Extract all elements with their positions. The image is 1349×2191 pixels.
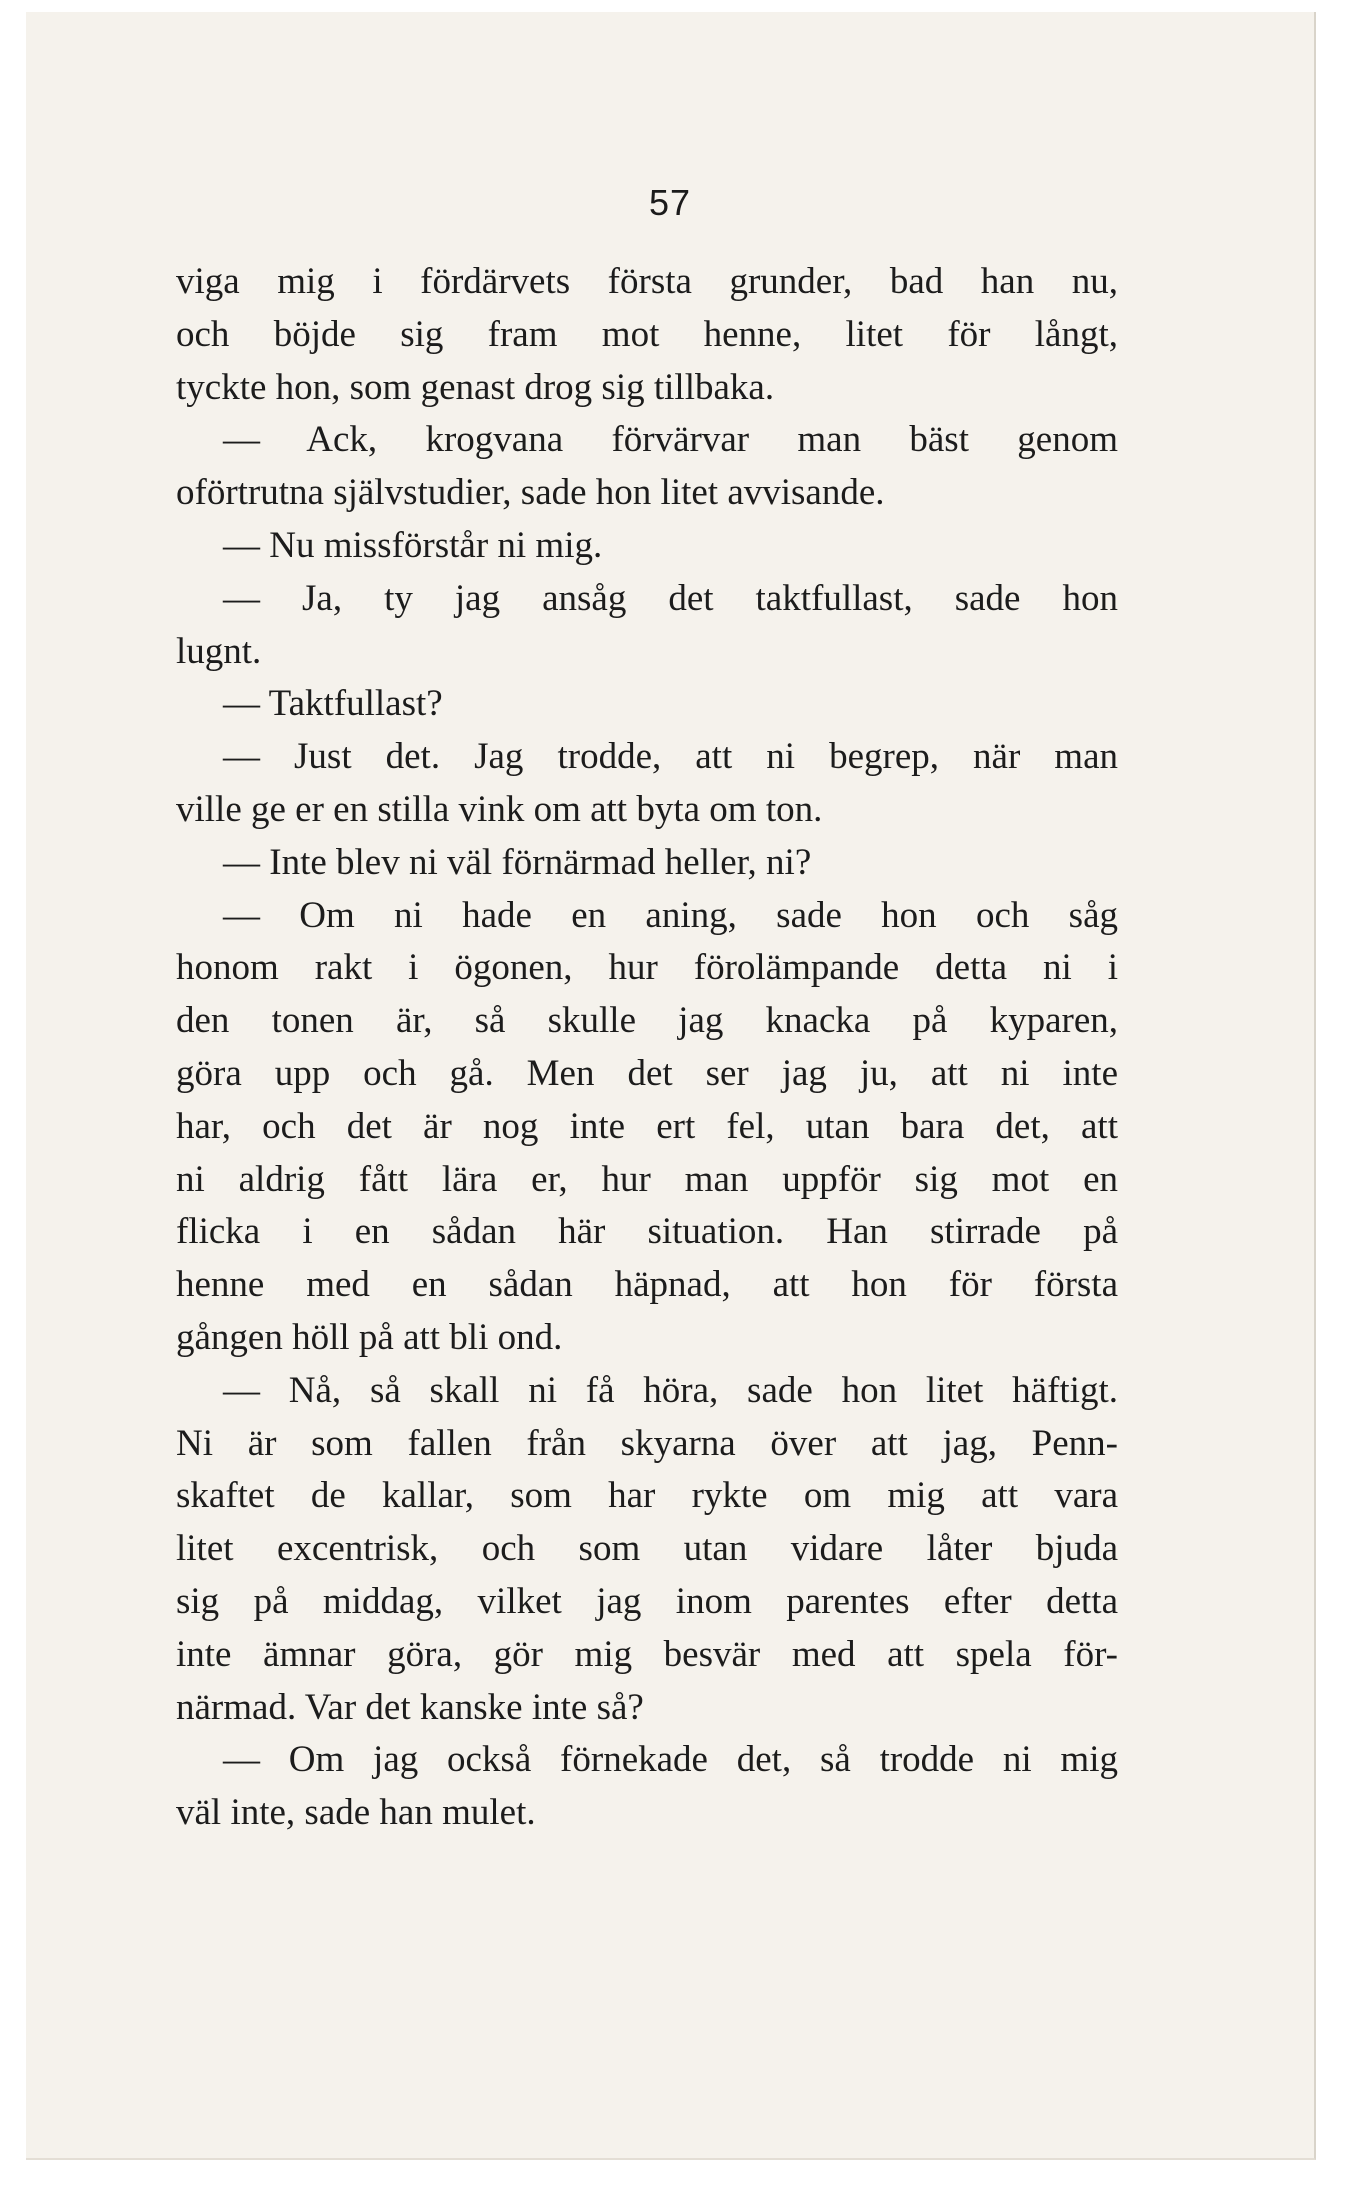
text-line: gången höll på att bli ond. <box>176 1316 563 1358</box>
text-line: — Nå, så skall ni få höra, sade hon litet häftigt. <box>223 1369 1118 1411</box>
text-line: — Om jag också förnekade det, så trodde ni mig <box>223 1739 1118 1781</box>
text-line: sig på middag, vilket jag inom parentes efter detta <box>176 1580 1118 1622</box>
text-line: viga mig i fördärvets första grunder, bad han nu, <box>176 261 1118 302</box>
text-line: — Om ni hade en aning, sade hon och såg <box>223 894 1118 936</box>
text-line: flicka i en sådan här situation. Han stirrade på <box>176 1211 1118 1253</box>
body-text <box>176 256 1118 1840</box>
text-line: ville ge er en stilla vink om att byta om ton. <box>176 788 823 830</box>
text-line: — Ack, krogvana förvärvar man bäst genom <box>223 419 1118 461</box>
text-line: — Taktfullast? <box>223 683 443 725</box>
text-line: litet excentrisk, och som utan vidare låter bjuda <box>176 1528 1118 1570</box>
text-line: den tonen är, så skulle jag knacka på kyparen, <box>176 1000 1118 1042</box>
text-line: skaftet de kallar, som har rykte om mig att vara <box>176 1475 1118 1517</box>
page-number: 57 <box>648 182 692 223</box>
text-line: väl inte, sade han mulet. <box>176 1792 536 1834</box>
text-line: oförtrutna självstudier, sade hon litet avvisande. <box>176 472 885 514</box>
text-line: inte ämnar göra, gör mig besvär med att spela för- <box>176 1633 1118 1675</box>
text-line: honom rakt i ögonen, hur förolämpande detta ni i <box>176 947 1118 989</box>
text-line: — Just det. Jag trodde, att ni begrep, när man <box>223 736 1118 778</box>
text-line: ni aldrig fått lära er, hur man uppför sig mot en <box>176 1158 1118 1200</box>
text-line: närmad. Var det kanske inte så? <box>176 1686 644 1728</box>
text-line: — Nu missförstår ni mig. <box>223 524 603 566</box>
text-line: tyckte hon, som genast drog sig tillbaka. <box>176 366 775 408</box>
text-line: och böjde sig fram mot henne, litet för långt, <box>176 313 1118 355</box>
text-line: Ni är som fallen från skyarna över att jag, Penn- <box>176 1422 1118 1464</box>
text-line: lugnt. <box>176 630 262 672</box>
text-line: — Ja, ty jag ansåg det taktfullast, sade hon <box>223 577 1118 619</box>
book-page <box>26 12 1316 2160</box>
text-line: — Inte blev ni väl förnärmad heller, ni? <box>223 841 812 883</box>
text-line: göra upp och gå. Men det ser jag ju, att ni inte <box>176 1052 1118 1094</box>
text-line: henne med en sådan häpnad, att hon för första <box>176 1264 1118 1306</box>
text-line: har, och det är nog inte ert fel, utan bara det, att <box>176 1105 1118 1147</box>
